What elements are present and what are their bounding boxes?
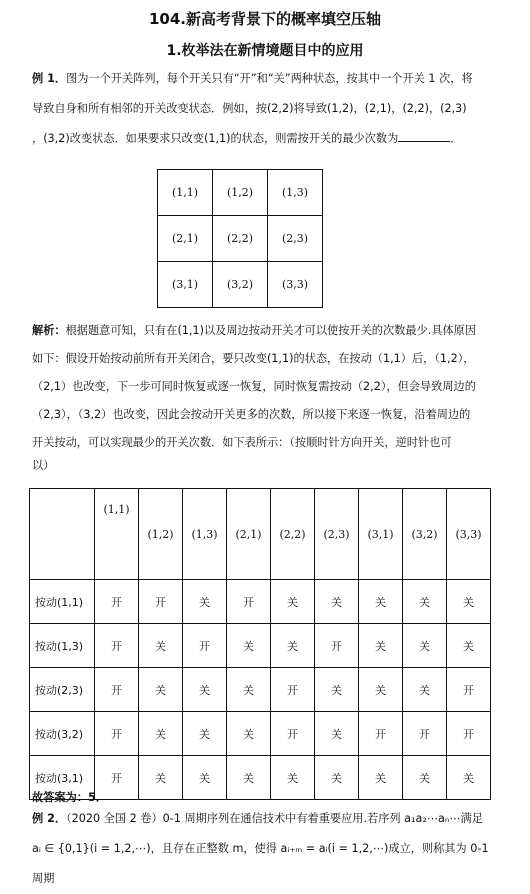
example-1-period: ．	[450, 132, 462, 145]
table-header-cell: (2,3)	[315, 489, 359, 580]
table-cell: 关	[227, 756, 271, 800]
grid-cell: (3,3)	[268, 262, 323, 308]
table-cell: 关	[139, 756, 183, 800]
table-cell: 关	[315, 712, 359, 756]
table-cell: 关	[359, 756, 403, 800]
table-cell: 开	[95, 668, 139, 712]
table-cell: 关	[447, 756, 491, 800]
grid-cell: (1,2)	[213, 170, 268, 216]
table-cell: 关	[271, 756, 315, 800]
table-cell: 关	[183, 668, 227, 712]
example-1-text-1: 图为一个开关阵列，每个开关只有“开”和“关”两种状态，按其中一个开关 1 次，将	[66, 72, 473, 85]
example-1-line-3	[32, 124, 502, 154]
table-header-cell: (1,2)	[139, 489, 183, 580]
example-1	[32, 64, 502, 154]
table-header-cell: (3,1)	[359, 489, 403, 580]
table-cell: 开	[315, 624, 359, 668]
row-label: 按动(2,3)	[30, 668, 95, 712]
table-cell: 关	[447, 624, 491, 668]
table-header-cell: (2,2)	[271, 489, 315, 580]
table-cell: 开	[139, 580, 183, 624]
table-header-cell	[30, 489, 95, 580]
table-header-cell: (3,3)	[447, 489, 491, 580]
table-header-cell: (2,1)	[227, 489, 271, 580]
table-row	[30, 712, 491, 756]
table-cell: 关	[271, 624, 315, 668]
table-cell: 关	[183, 580, 227, 624]
table-cell: 关	[315, 756, 359, 800]
grid-cell: (2,1)	[158, 216, 213, 262]
table-cell: 关	[359, 624, 403, 668]
table-row	[30, 624, 491, 668]
table-cell: 开	[271, 668, 315, 712]
row-label: 按动(1,3)	[30, 624, 95, 668]
table-cell: 开	[95, 624, 139, 668]
solution-line-6: 以）	[32, 459, 55, 472]
table-cell: 关	[403, 668, 447, 712]
table-header-cell: (1,3)	[183, 489, 227, 580]
table-cell: 关	[403, 580, 447, 624]
table-cell: 关	[359, 668, 403, 712]
row-label: 按动(3,2)	[30, 712, 95, 756]
grid-cell: (1,3)	[268, 170, 323, 216]
table-cell: 关	[359, 580, 403, 624]
table-cell: 关	[403, 756, 447, 800]
table-cell: 开	[183, 624, 227, 668]
answer-line: 故答案为：5．	[32, 791, 107, 804]
table-cell: 关	[227, 624, 271, 668]
table-cell: 关	[315, 668, 359, 712]
example-1-line-2: 导致自身和所有相邻的开关改变状态．例如，按(2,2)将导致(1,2)，(2,1)，(2,2)，(2,3)	[32, 102, 467, 115]
table-row	[30, 580, 491, 624]
example-1-text-3: ，(3,2)改变状态．如果要求只改变(1,1)的状态，则需按开关的最少次数为	[32, 132, 399, 145]
table-cell: 关	[271, 580, 315, 624]
table-cell: 开	[95, 712, 139, 756]
table-cell: 开	[95, 580, 139, 624]
page-title: 104.新高考背景下的概率填空压轴	[148, 10, 381, 28]
table-cell: 关	[447, 580, 491, 624]
table-cell: 关	[403, 624, 447, 668]
table-cell: 开	[359, 712, 403, 756]
table-cell: 开	[447, 668, 491, 712]
solution-label: 解析：	[32, 324, 66, 337]
table-cell: 关	[315, 580, 359, 624]
table-cell: 开	[95, 756, 139, 800]
solution-line-5: 开关按动，可以实现最少的开关次数．如下表所示：（按顺时针方向开关，逆时针也可	[32, 436, 452, 449]
table-cell: 开	[403, 712, 447, 756]
table-cell: 关	[139, 668, 183, 712]
table-header-row	[30, 489, 491, 580]
grid-cell: (3,1)	[158, 262, 213, 308]
row-label: 按动(3,1)	[30, 756, 95, 800]
grid-cell: (1,1)	[158, 170, 213, 216]
solution-line-4: （2,3），（3,2）也改变，因此会按动开关更多的次数，所以接下来逐一恢复，沿着周边的	[32, 408, 471, 421]
solution-line-1	[32, 317, 502, 345]
solution-line-2: 如下：假设开始按动前所有开关闭合，要只改变(1,1)的状态，在按动（1,1）后，（1,2），	[32, 352, 475, 365]
table-header-cell: (3,2)	[403, 489, 447, 580]
table-cell: 关	[227, 668, 271, 712]
table-cell: 关	[139, 624, 183, 668]
example-2-line-1	[32, 804, 502, 834]
solution-line-3: （2,1）也改变，下一步可同时恢复或逐一恢复，同时恢复需按动（2,2），但会导致周边的	[32, 380, 476, 393]
example-1-label: 例 1．	[32, 72, 67, 85]
grid-cell: (2,2)	[213, 216, 268, 262]
table-cell: 开	[227, 580, 271, 624]
example-2-label: 例 2．	[32, 812, 67, 825]
toggle-table	[29, 488, 491, 800]
table-cell: 关	[183, 712, 227, 756]
table-header-cell: (1,1)	[95, 489, 139, 580]
table-cell: 关	[183, 756, 227, 800]
grid-cell: (2,3)	[268, 216, 323, 262]
table-cell: 开	[271, 712, 315, 756]
example-2-line-2: aᵢ ∈ {0,1}(i = 1,2,⋯)，且存在正整数 m，使得 aᵢ₊ₘ = aᵢ(i = 1,2,⋯)成立，则称其为 0-1 周期	[32, 842, 489, 885]
example-2-text-1: （2020 全国 2 卷）0-1 周期序列在通信技术中有着重要应用.若序列 a₁a₂⋯aₙ⋯满足	[66, 812, 483, 825]
table-cell: 关	[227, 712, 271, 756]
example-1-line-1	[32, 64, 502, 94]
solution-text-1: 根据题意可知，只有在(1,1)以及周边按动开关才可以使按开关的次数最少.具体原因	[65, 324, 477, 337]
switch-grid	[157, 169, 323, 308]
example-2	[32, 804, 502, 894]
table-cell: 开	[447, 712, 491, 756]
table-cell: 关	[139, 712, 183, 756]
solution	[32, 317, 502, 475]
row-label: 按动(1,1)	[30, 580, 95, 624]
answer-blank	[398, 129, 450, 142]
table-row	[30, 668, 491, 712]
grid-cell: (3,2)	[213, 262, 268, 308]
section-subtitle: 1.枚举法在新情境题目中的应用	[166, 43, 364, 59]
